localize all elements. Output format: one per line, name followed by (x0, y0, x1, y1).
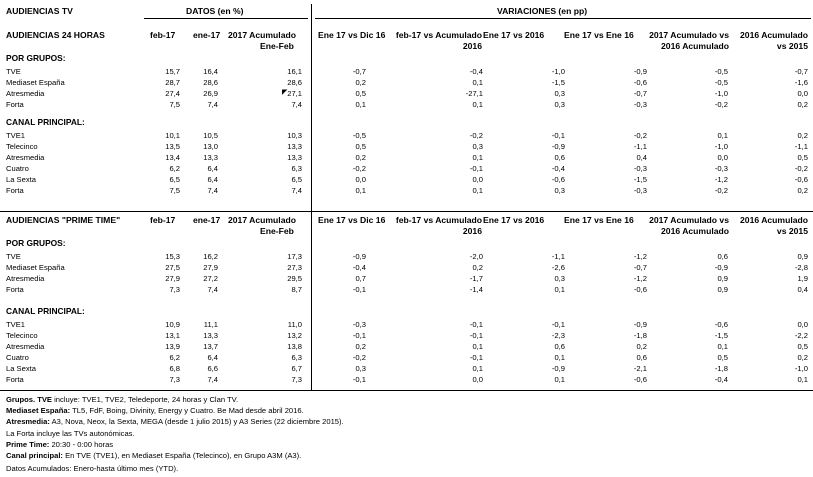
cell-value: 0,0 (797, 320, 808, 329)
cell-value: 0,2 (636, 342, 647, 351)
cell-value: 7,4 (291, 100, 302, 109)
table-row (0, 99, 813, 110)
footnote-term: Mediaset España: (6, 406, 71, 415)
cell-value: -0,9 (714, 263, 728, 272)
cell-value: 0,1 (472, 342, 483, 351)
cell-value: 10,3 (287, 131, 302, 140)
cell-value: 7,4 (207, 375, 218, 384)
cell-value: -0,7 (633, 89, 647, 98)
cell-value: -0,1 (352, 331, 366, 340)
col-ene-17: ene-17 (193, 215, 221, 225)
cell-value: 0,5 (717, 353, 728, 362)
cell-value: 7,5 (169, 100, 180, 109)
cell-value: -1,5 (714, 331, 728, 340)
cell-value: -0,4 (551, 164, 565, 173)
cell-value: 0,2 (797, 186, 808, 195)
datos-header: DATOS (en %) (186, 6, 244, 16)
cell-value: -0,1 (469, 320, 483, 329)
cell-value: 0,4 (797, 285, 808, 294)
table-row (0, 251, 813, 262)
table-row (0, 363, 813, 374)
cell-value: 1,9 (797, 274, 808, 283)
cell-value: 0,5 (797, 153, 808, 162)
cell-value: 16,4 (203, 67, 218, 76)
col-ene-vs-dic: Ene 17 vs Dic 16 (318, 30, 386, 40)
cell-value: 0,3 (554, 89, 565, 98)
table-row (0, 130, 813, 141)
col-ene-vs-2016: Ene 17 vs 2016 (483, 30, 545, 40)
cell-value: 0,2 (355, 342, 366, 351)
footnote-line (6, 440, 113, 449)
row-label: Atresmedia (6, 89, 45, 98)
cell-value: 13,8 (287, 342, 302, 351)
footnote-line (6, 429, 135, 438)
row-label: Forta (6, 100, 24, 109)
variaciones-header: VARIACIONES (en pp) (497, 6, 588, 16)
cell-value: -0,6 (633, 285, 647, 294)
row-label: Cuatro (6, 353, 29, 362)
footnote-term: Canal principal: (6, 451, 63, 460)
row-label: TVE1 (6, 320, 25, 329)
cell-value: 0,0 (472, 175, 483, 184)
cell-value: 0,1 (717, 342, 728, 351)
col-ene-feb: Ene-Feb (260, 41, 294, 51)
col-ene-vs-ene: Ene 17 vs Ene 16 (564, 215, 634, 225)
cell-value: 13,3 (287, 142, 302, 151)
row-label: La Sexta (6, 175, 36, 184)
cell-value: -0,9 (633, 320, 647, 329)
cell-value: -0,3 (714, 164, 728, 173)
cell-value: 16,1 (287, 67, 302, 76)
cell-value: -1,1 (633, 142, 647, 151)
cell-value: 6,7 (291, 364, 302, 373)
cell-value: -0,2 (794, 164, 808, 173)
cell-value: -1,2 (633, 252, 647, 261)
footnote-text: A3, Nova, Neox, la Sexta, MEGA (desde 1 julio 2015) y A3 Series (22 diciembre 2015). (49, 417, 344, 426)
cell-value: 15,3 (165, 252, 180, 261)
cell-value: 6,8 (169, 364, 180, 373)
row-label: Cuatro (6, 164, 29, 173)
footnote-text: incluye: TVE1, TVE2, Teledeporte, 24 horas y Clan TV. (52, 395, 239, 404)
cell-value: -1,0 (794, 364, 808, 373)
cell-value: 27,9 (165, 274, 180, 283)
table-title: AUDIENCIAS "PRIME TIME" (6, 215, 121, 225)
cell-value: -0,9 (633, 67, 647, 76)
table-title: AUDIENCIAS 24 HORAS (6, 30, 105, 40)
cell-value: 28,6 (203, 78, 218, 87)
cell-value: 7,3 (169, 285, 180, 294)
table-row (0, 352, 813, 363)
cell-value: 10,1 (165, 131, 180, 140)
cell-value: 0,0 (472, 375, 483, 384)
cell-value: 0,3 (472, 142, 483, 151)
row-label: La Sexta (6, 364, 36, 373)
cell-value: 0,9 (717, 285, 728, 294)
cell-value: -0,7 (633, 263, 647, 272)
row-label: TVE1 (6, 131, 25, 140)
cell-value: 0,1 (472, 100, 483, 109)
cell-value: 11,1 (203, 320, 218, 329)
footnote-term: Grupos. TVE (6, 395, 52, 404)
table-row (0, 185, 813, 196)
cell-value: -0,7 (794, 67, 808, 76)
cell-value: 7,3 (169, 375, 180, 384)
cell-value: 6,3 (291, 164, 302, 173)
cell-value: 13,3 (287, 153, 302, 162)
cell-value: -1,2 (714, 175, 728, 184)
cell-value: 7,4 (207, 285, 218, 294)
cell-value: 0,1 (554, 353, 565, 362)
cell-value: 13,3 (203, 153, 218, 162)
cell-value: -0,1 (352, 285, 366, 294)
cell-value: -0,3 (633, 186, 647, 195)
variaciones-underline (315, 18, 811, 19)
cell-value: 0,9 (797, 252, 808, 261)
cell-value: 0,2 (797, 131, 808, 140)
cell-value: 7,4 (291, 186, 302, 195)
cell-value: 7,5 (169, 186, 180, 195)
col-acumulado: 2017 Acumulado (228, 30, 296, 40)
cell-value: 0,2 (355, 153, 366, 162)
cell-value: -1,8 (714, 364, 728, 373)
cell-value: 27,1 (287, 89, 302, 98)
table-row (0, 319, 813, 330)
footnote-line (6, 395, 238, 404)
cell-value: 0,0 (717, 153, 728, 162)
cell-value: 0,3 (554, 186, 565, 195)
row-label: TVE (6, 252, 21, 261)
cell-value: 29,5 (287, 274, 302, 283)
cell-value: -0,2 (352, 353, 366, 362)
cell-value: -0,5 (352, 131, 366, 140)
cell-value: 7,4 (207, 100, 218, 109)
cell-value: -0,7 (352, 67, 366, 76)
footnote-text: TL5, FdF, Boing, Divinity, Energy y Cuatro. Be Mad desde abril 2016. (70, 406, 304, 415)
table-row (0, 174, 813, 185)
col-feb-17: feb-17 (150, 30, 176, 40)
cell-value: -0,1 (551, 131, 565, 140)
cell-value: 0,7 (355, 274, 366, 283)
cell-value: 13,0 (203, 142, 218, 151)
cell-value: -1,8 (633, 331, 647, 340)
cell-value: -0,1 (469, 331, 483, 340)
cell-value: -0,2 (633, 131, 647, 140)
cell-value: -0,2 (714, 186, 728, 195)
report-title: AUDIENCIAS TV (6, 6, 73, 16)
row-label: Mediaset España (6, 263, 65, 272)
col-feb-vs-acum: feb-17 vs Acumulado 2016 (395, 215, 482, 236)
cell-value: -0,4 (469, 67, 483, 76)
cell-value: -0,1 (469, 353, 483, 362)
cell-value: -0,2 (352, 164, 366, 173)
cell-value: -27,1 (465, 89, 483, 98)
note-marker: ◤ (282, 89, 288, 96)
row-label: Forta (6, 285, 24, 294)
table-row (0, 163, 813, 174)
table-row (0, 330, 813, 341)
cell-value: -0,6 (551, 175, 565, 184)
cell-value: 7,4 (207, 186, 218, 195)
cell-value: 0,1 (355, 186, 366, 195)
row-label: Atresmedia (6, 153, 45, 162)
row-label: Telecinco (6, 331, 38, 340)
cell-value: 0,6 (636, 353, 647, 362)
cell-value: -0,6 (633, 375, 647, 384)
cell-value: -2,3 (551, 331, 565, 340)
cell-value: 8,7 (291, 285, 302, 294)
col-feb-17: feb-17 (150, 215, 176, 225)
cell-value: 6,2 (169, 164, 180, 173)
cell-value: 13,3 (203, 331, 218, 340)
datos-underline (144, 18, 308, 19)
row-label: TVE (6, 67, 21, 76)
cell-value: 27,4 (165, 89, 180, 98)
footnote-line (6, 417, 344, 426)
col-2017-vs-2016: 2017 Acumulado vs 2016 Acumulado (649, 30, 729, 51)
cell-value: -1,5 (551, 78, 565, 87)
col-acumulado: 2017 Acumulado (228, 215, 296, 225)
col-ene-feb: Ene-Feb (260, 226, 294, 236)
table-row (0, 262, 813, 273)
cell-value: 0,3 (554, 274, 565, 283)
cell-value: 17,3 (287, 252, 302, 261)
cell-value: -0,3 (633, 164, 647, 173)
footnote-term: Prime Time: (6, 440, 50, 449)
cell-value: -0,2 (469, 131, 483, 140)
cell-value: -0,9 (551, 364, 565, 373)
table-row (0, 284, 813, 295)
cell-value: 0,1 (472, 186, 483, 195)
cell-value: 0,2 (472, 263, 483, 272)
col-ene-vs-ene: Ene 17 vs Ene 16 (564, 30, 634, 40)
footnote-text: En TVE (TVE1), en Mediaset España (Telecinco), en Grupo A3M (A3). (62, 451, 302, 460)
cell-value: 0,5 (797, 342, 808, 351)
cell-value: 6,4 (207, 353, 218, 362)
footnote-term: Atresmedia: (6, 417, 50, 426)
table-row (0, 88, 813, 99)
cell-value: -0,6 (794, 175, 808, 184)
cell-value: 0,1 (554, 375, 565, 384)
cell-value: 10,9 (165, 320, 180, 329)
cell-value: -2,8 (794, 263, 808, 272)
cell-value: 6,5 (169, 175, 180, 184)
cell-value: -1,7 (469, 274, 483, 283)
cell-value: -1,1 (551, 252, 565, 261)
cell-value: 0,1 (472, 78, 483, 87)
cell-value: 16,2 (203, 252, 218, 261)
cell-value: 0,4 (636, 153, 647, 162)
footnote-line (6, 406, 304, 415)
cell-value: -2,2 (794, 331, 808, 340)
row-label: Forta (6, 186, 24, 195)
cell-value: 0,1 (797, 375, 808, 384)
cell-value: 0,0 (355, 175, 366, 184)
cell-value: 6,3 (291, 353, 302, 362)
cell-value: 6,2 (169, 353, 180, 362)
cell-value: -0,3 (633, 100, 647, 109)
section-por-grupos: POR GRUPOS: (6, 53, 66, 63)
cell-value: -0,4 (352, 263, 366, 272)
cell-value: 0,6 (554, 153, 565, 162)
cell-value: 0,1 (355, 100, 366, 109)
cell-value: 27,5 (165, 263, 180, 272)
cell-value: 0,1 (472, 364, 483, 373)
cell-value: -0,6 (633, 78, 647, 87)
table-row (0, 341, 813, 352)
cell-value: 13,4 (165, 153, 180, 162)
cell-value: -2,0 (469, 252, 483, 261)
cell-value: 0,1 (554, 285, 565, 294)
cell-value: 0,1 (717, 131, 728, 140)
cell-value: 7,3 (291, 375, 302, 384)
cell-value: 13,7 (203, 342, 218, 351)
cell-value: -0,5 (714, 78, 728, 87)
cell-value: 0,2 (355, 78, 366, 87)
col-2016-vs-2015: 2016 Acumulado vs 2015 (740, 215, 808, 236)
cell-value: -1,6 (794, 78, 808, 87)
cell-value: 10,5 (203, 131, 218, 140)
cell-value: -0,2 (714, 100, 728, 109)
footnote-text: Datos Acumulados: Enero-hasta último mes (YTD). (6, 464, 179, 473)
footnote-text: 20:30 - 0:00 horas (49, 440, 114, 449)
cell-value: 0,0 (797, 89, 808, 98)
section-canal-principal: CANAL PRINCIPAL: (6, 306, 85, 316)
row-label: Telecinco (6, 142, 38, 151)
cell-value: -1,5 (633, 175, 647, 184)
cell-value: -0,3 (352, 320, 366, 329)
cell-value: -2,6 (551, 263, 565, 272)
cell-value: -1,2 (633, 274, 647, 283)
cell-value: -1,0 (551, 67, 565, 76)
cell-value: 6,4 (207, 164, 218, 173)
row-label: Forta (6, 375, 24, 384)
table-row (0, 273, 813, 284)
table-separator (0, 211, 813, 212)
cell-value: 28,7 (165, 78, 180, 87)
cell-value: -0,6 (714, 320, 728, 329)
cell-value: 0,3 (554, 100, 565, 109)
cell-value: 6,5 (291, 175, 302, 184)
cell-value: 0,6 (554, 342, 565, 351)
table-row (0, 141, 813, 152)
cell-value: -0,9 (352, 252, 366, 261)
col-2016-vs-2015: 2016 Acumulado vs 2015 (740, 30, 808, 51)
cell-value: -0,5 (714, 67, 728, 76)
cell-value: 11,0 (287, 320, 302, 329)
table-row (0, 374, 813, 385)
cell-value: 0,2 (797, 100, 808, 109)
footnote-line (6, 451, 301, 460)
footnote-text: La Forta incluye las TVs autonómicas. (6, 429, 135, 438)
cell-value: 0,6 (717, 252, 728, 261)
col-feb-vs-acum: feb-17 vs Acumulado 2016 (395, 30, 482, 51)
cell-value: -1,0 (714, 89, 728, 98)
cell-value: -0,4 (714, 375, 728, 384)
cell-value: 28,6 (287, 78, 302, 87)
cell-value: 13,2 (287, 331, 302, 340)
cell-value: 13,1 (165, 331, 180, 340)
cell-value: -0,1 (469, 164, 483, 173)
cell-value: -1,1 (794, 142, 808, 151)
table-row (0, 152, 813, 163)
cell-value: 0,5 (355, 89, 366, 98)
cell-value: 13,9 (165, 342, 180, 351)
cell-value: 0,2 (797, 353, 808, 362)
cell-value: 15,7 (165, 67, 180, 76)
cell-value: 0,9 (717, 274, 728, 283)
table-row (0, 77, 813, 88)
cell-value: 6,6 (207, 364, 218, 373)
col-2017-vs-2016: 2017 Acumulado vs 2016 Acumulado (649, 215, 729, 236)
cell-value: 13,5 (165, 142, 180, 151)
row-label: Atresmedia (6, 342, 45, 351)
cell-value: 0,3 (355, 364, 366, 373)
cell-value: -1,4 (469, 285, 483, 294)
section-por-grupos: POR GRUPOS: (6, 238, 66, 248)
table-row (0, 66, 813, 77)
footnote-line (6, 464, 178, 473)
cell-value: -2,1 (633, 364, 647, 373)
cell-value: -0,1 (551, 320, 565, 329)
row-label: Mediaset España (6, 78, 65, 87)
section-canal-principal: CANAL PRINCIPAL: (6, 117, 85, 127)
cell-value: 27,2 (203, 274, 218, 283)
cell-value: 26,9 (203, 89, 218, 98)
row-label: Atresmedia (6, 274, 45, 283)
cell-value: 0,1 (472, 153, 483, 162)
cell-value: -1,0 (714, 142, 728, 151)
col-ene-vs-2016: Ene 17 vs 2016 (483, 215, 545, 225)
col-ene-vs-dic: Ene 17 vs Dic 16 (318, 215, 386, 225)
cell-value: 27,9 (203, 263, 218, 272)
cell-value: -0,1 (352, 375, 366, 384)
cell-value: -0,9 (551, 142, 565, 151)
cell-value: 0,5 (355, 142, 366, 151)
footer-separator (0, 390, 813, 391)
cell-value: 27,3 (287, 263, 302, 272)
cell-value: 6,4 (207, 175, 218, 184)
col-ene-17: ene-17 (193, 30, 221, 40)
